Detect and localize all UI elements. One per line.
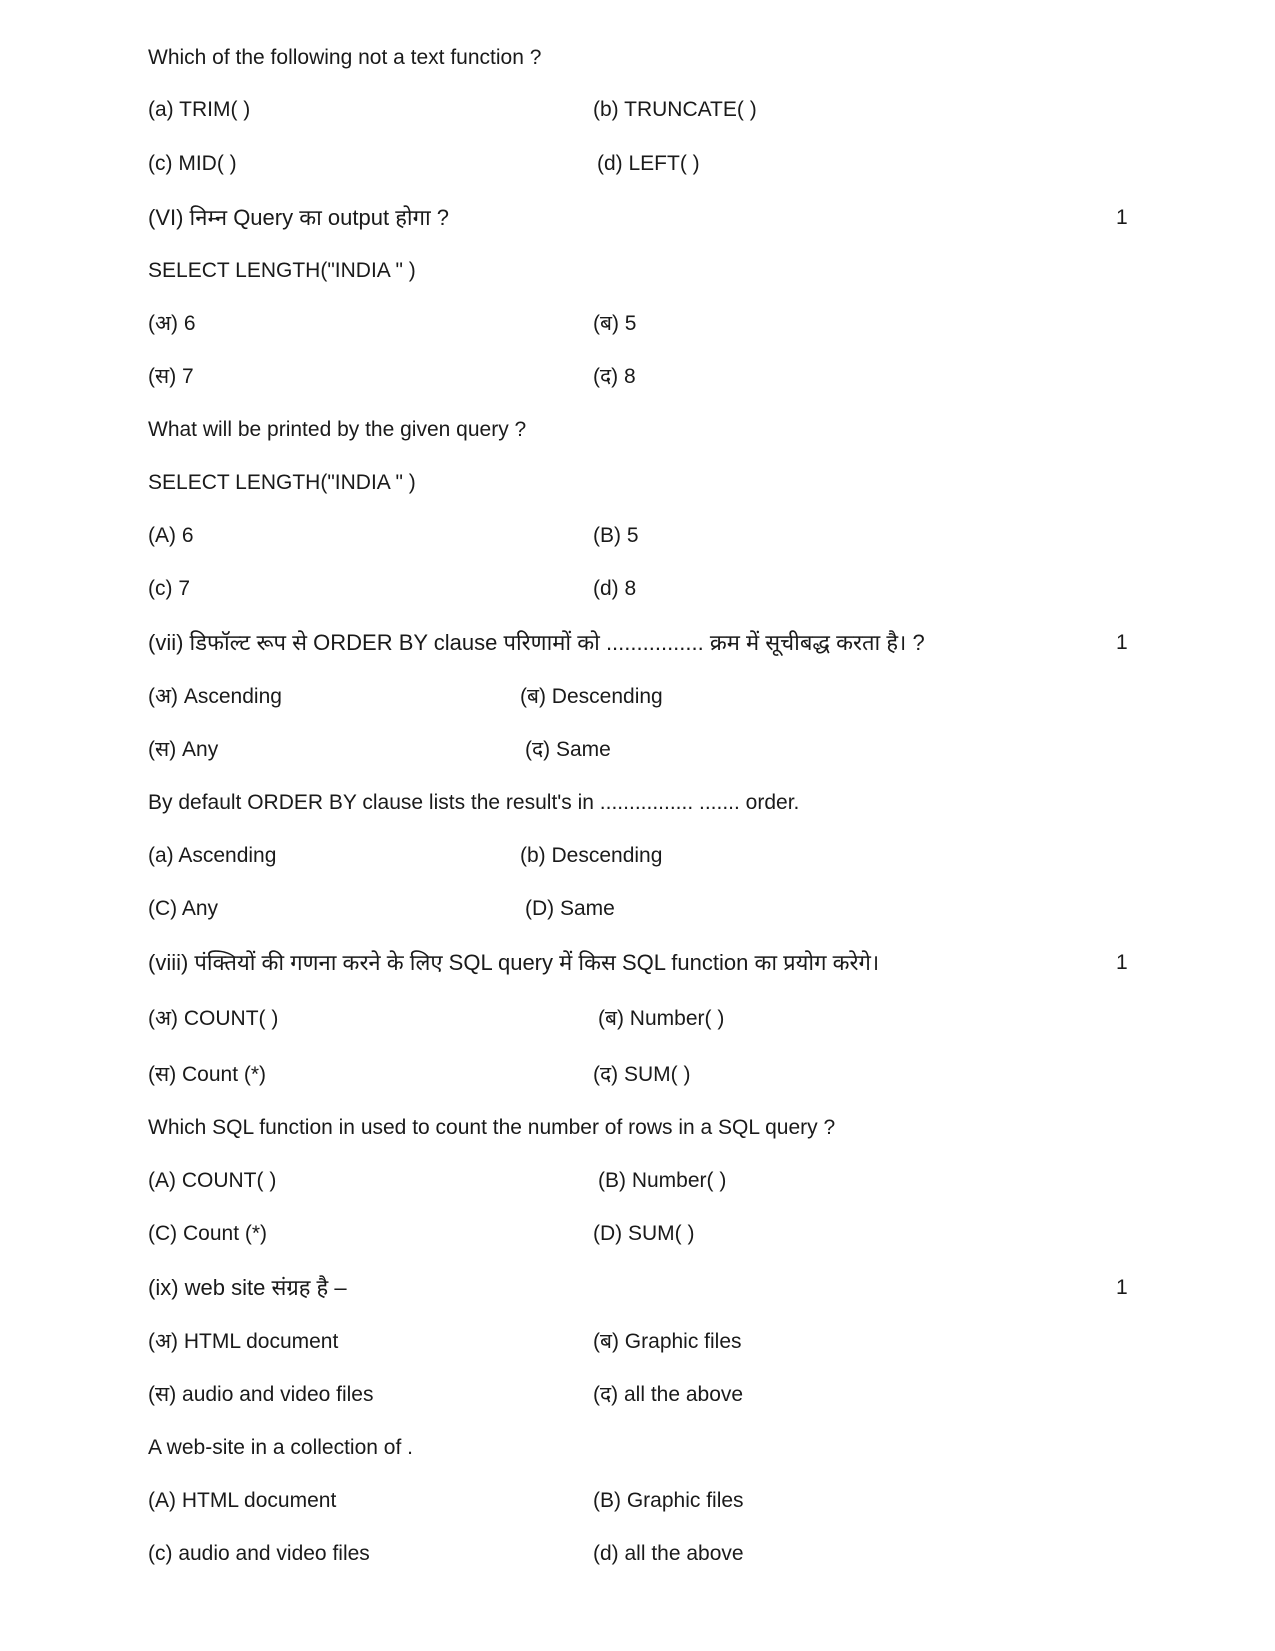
option-c: (स) Count (*) (148, 1063, 267, 1086)
option-d: (द) 8 (593, 365, 636, 388)
option-b: (ब) Number( ) (598, 1007, 725, 1030)
option-c: (स) Any (148, 738, 219, 761)
option-d: (द) SUM( ) (593, 1063, 691, 1086)
option-d: (d) 8 (593, 577, 637, 600)
option-b: (b) Descending (520, 844, 663, 867)
option-c: (c) MID( ) (148, 152, 237, 175)
option-b: (b) TRUNCATE( ) (593, 98, 757, 121)
option-c: (स) audio and video files (148, 1383, 374, 1406)
question-hindi: (ix) web site संग्रह है – (148, 1275, 347, 1300)
question-text: Which of the following not a text function ? (148, 46, 542, 69)
marks-label: 1 (1116, 206, 1128, 229)
question-english: By default ORDER BY clause lists the result's in ................ ....... order. (148, 791, 800, 814)
option-b: (B) Number( ) (598, 1169, 727, 1192)
question-english: Which SQL function in used to count the number of rows in a SQL query ? (148, 1116, 836, 1139)
question-hindi: (VI) निम्न Query का output होगा ? (148, 205, 450, 230)
option-b: (ब) Descending (520, 685, 663, 708)
question-english: A web-site in a collection of . (148, 1436, 413, 1459)
option-a: (अ) COUNT( ) (148, 1007, 279, 1030)
option-b: (ब) 5 (593, 312, 637, 335)
option-c: (C) Any (148, 897, 219, 920)
option-a: (अ) HTML document (148, 1330, 339, 1353)
marks-label: 1 (1116, 1276, 1128, 1299)
option-b: (B) 5 (593, 524, 639, 547)
option-a: (a) Ascending (148, 844, 277, 867)
marks-label: 1 (1116, 631, 1128, 654)
option-d: (D) SUM( ) (593, 1222, 695, 1245)
option-c: (C) Count (*) (148, 1222, 268, 1245)
option-d: (d) LEFT( ) (597, 152, 700, 175)
option-b: (B) Graphic files (593, 1489, 744, 1512)
query-text: SELECT LENGTH("INDIA " ) (148, 471, 416, 494)
option-a: (A) HTML document (148, 1489, 337, 1512)
option-b: (ब) Graphic files (593, 1330, 742, 1353)
marks-label: 1 (1116, 951, 1128, 974)
option-a: (अ) 6 (148, 312, 196, 335)
option-a: (A) 6 (148, 524, 194, 547)
option-c: (c) audio and video files (148, 1542, 370, 1565)
option-a: (अ) Ascending (148, 685, 282, 708)
question-hindi: (viii) पंक्तियों की गणना करने के लिए SQL query में किस SQL function का प्रयोग करेगे। (148, 950, 880, 975)
query-text: SELECT LENGTH("INDIA " ) (148, 259, 416, 282)
option-a: (a) TRIM( ) (148, 98, 251, 121)
question-hindi: (vii) डिफॉल्ट रूप से ORDER BY clause परिणामों को ................ क्रम में सूचीबद्ध करता है। ? (148, 630, 925, 655)
option-d: (द) all the above (593, 1383, 744, 1406)
option-c: (स) 7 (148, 365, 194, 388)
option-d: (द) Same (525, 738, 611, 761)
option-d: (D) Same (525, 897, 615, 920)
option-d: (d) all the above (593, 1542, 744, 1565)
question-english: What will be printed by the given query ? (148, 418, 527, 441)
option-a: (A) COUNT( ) (148, 1169, 277, 1192)
option-c: (c) 7 (148, 577, 190, 600)
